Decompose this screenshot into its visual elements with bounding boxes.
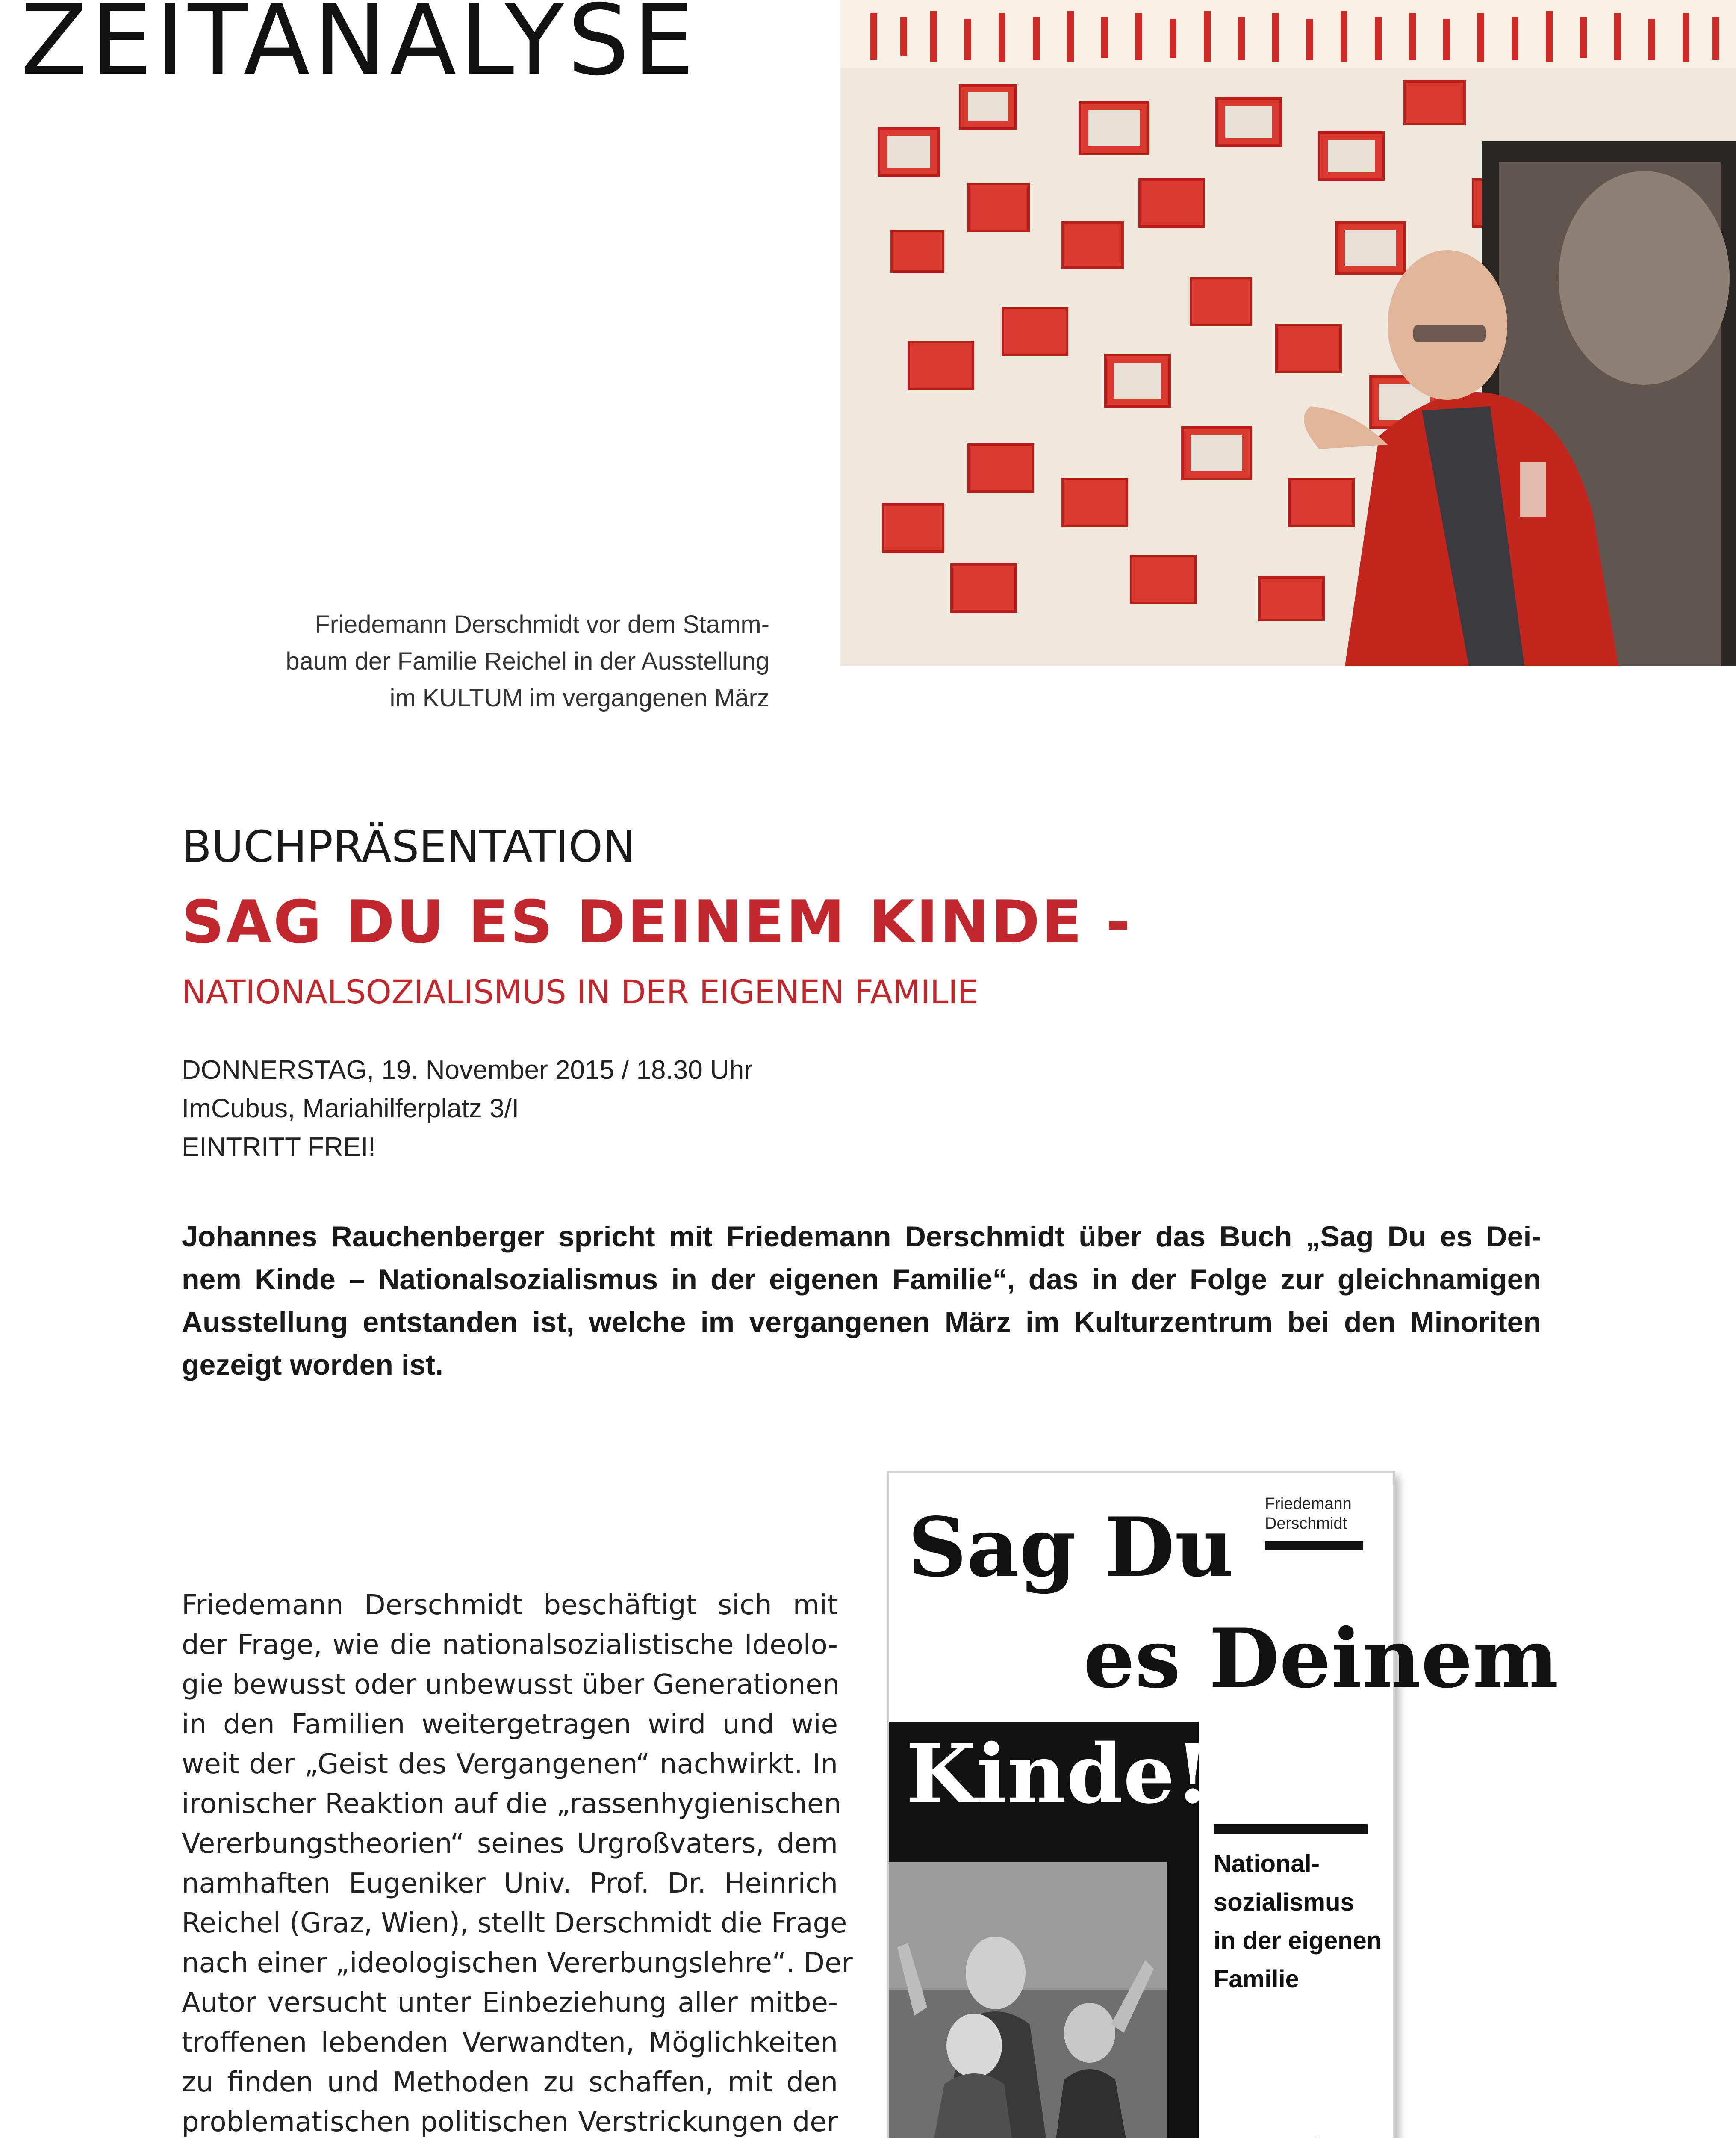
body-line: der Frage, wie die nationalsozialistische Ideolo- [182, 1629, 838, 1661]
lead-line: nem Kinde – Nationalsozialismus in der eigenen Familie“, das in der Folge zur gleichnamigen [182, 1263, 1541, 1296]
cover-title-line: Kinde! [906, 1726, 1211, 1822]
cover-title-line: Sag Du [908, 1500, 1234, 1595]
cover-author-line: Derschmidt [1265, 1515, 1347, 1533]
lead-line: Johannes Rauchenberger spricht mit Friedemann Derschmidt über das Buch „Sag Du es Dei- [182, 1220, 1541, 1253]
event-location: ImCubus, Mariahilferplatz 3/I [182, 1094, 519, 1123]
section-title: ZEITANALYSE [21, 0, 698, 97]
cover-subtitle-rule [1214, 1824, 1368, 1834]
article-kicker: BUCHPRÄSENTATION [182, 821, 636, 872]
cover-rule [1265, 1541, 1363, 1550]
photo-lecture-icon [840, 0, 1736, 666]
event-admission: EINTRITT FREI! [182, 1132, 376, 1162]
cover-subtitle [1214, 1845, 1382, 1999]
lead-line: gezeigt worden ist. [182, 1349, 444, 1381]
photo-caption [256, 606, 769, 717]
body-line: Friedemann Derschmidt beschäftigt sich mit [182, 1589, 838, 1621]
event-date: DONNERSTAG, 19. November 2015 / 18.30 Uhr [182, 1055, 753, 1085]
body-line: gie bewusst oder unbewusst über Generationen [182, 1669, 840, 1701]
cover-subtitle-line: in der eigenen [1214, 1927, 1382, 1955]
body-line: nach einer „ideologischen Vererbungslehre“. Der [182, 1947, 853, 1979]
body-line: in den Familien weitergetragen wird und wie [182, 1709, 838, 1740]
cover-subtitle-line: sozialismus [1214, 1888, 1354, 1916]
lead-paragraph [182, 1215, 1541, 1386]
article-headline: SAG DU ES DEINEM KINDE - [182, 888, 1132, 957]
body-line: ironischer Reaktion auf die „rassenhygienischen [182, 1788, 841, 1820]
body-line: weit der „Geist des Vergangenen“ nachwirkt. In [182, 1748, 838, 1780]
caption-line: Friedemann Derschmidt vor dem Stamm- [315, 611, 769, 638]
exhibition-photo [840, 0, 1736, 666]
cover-subtitle-line: Familie [1214, 1965, 1299, 1993]
book-cover [887, 1471, 1559, 2138]
body-line: zu finden und Methoden zu schaffen, mit den [182, 2067, 838, 2098]
family-photo-icon [889, 1862, 1167, 2138]
caption-line: im KULTUM im vergangenen März [389, 684, 769, 712]
event-info [182, 1051, 753, 1166]
lead-line: Ausstellung entstanden ist, welche im vergangenen März im Kulturzentrum bei den Minoriten [182, 1306, 1541, 1338]
body-line: troffenen lebenden Verwandten, Möglichkeiten [182, 2027, 838, 2058]
body-line: problematischen politischen Verstrickungen der [182, 2106, 838, 2138]
body-line: Vererbungstheorien“ seines Urgroßvaters, dem [182, 1828, 838, 1860]
cover-title-line: es Deinem [1083, 1611, 1559, 1706]
body-text [182, 1586, 853, 2138]
body-line: namhaften Eugeniker Univ. Prof. Dr. Heinrich [182, 1868, 838, 1899]
article-subheadline: NATIONALSOZIALISMUS IN DER EIGENEN FAMILIE [182, 973, 979, 1011]
cover-subtitle-line: National- [1214, 1850, 1320, 1878]
cover-author [1265, 1494, 1352, 1533]
body-line: Reichel (Graz, Wien), stellt Derschmidt die Frage [182, 1908, 847, 1939]
body-line: Autor versucht unter Einbeziehung aller mitbe- [182, 1987, 838, 2019]
caption-line: baum der Familie Reichel in der Ausstellung [286, 647, 769, 675]
cover-author-line: Friedemann [1265, 1495, 1352, 1513]
